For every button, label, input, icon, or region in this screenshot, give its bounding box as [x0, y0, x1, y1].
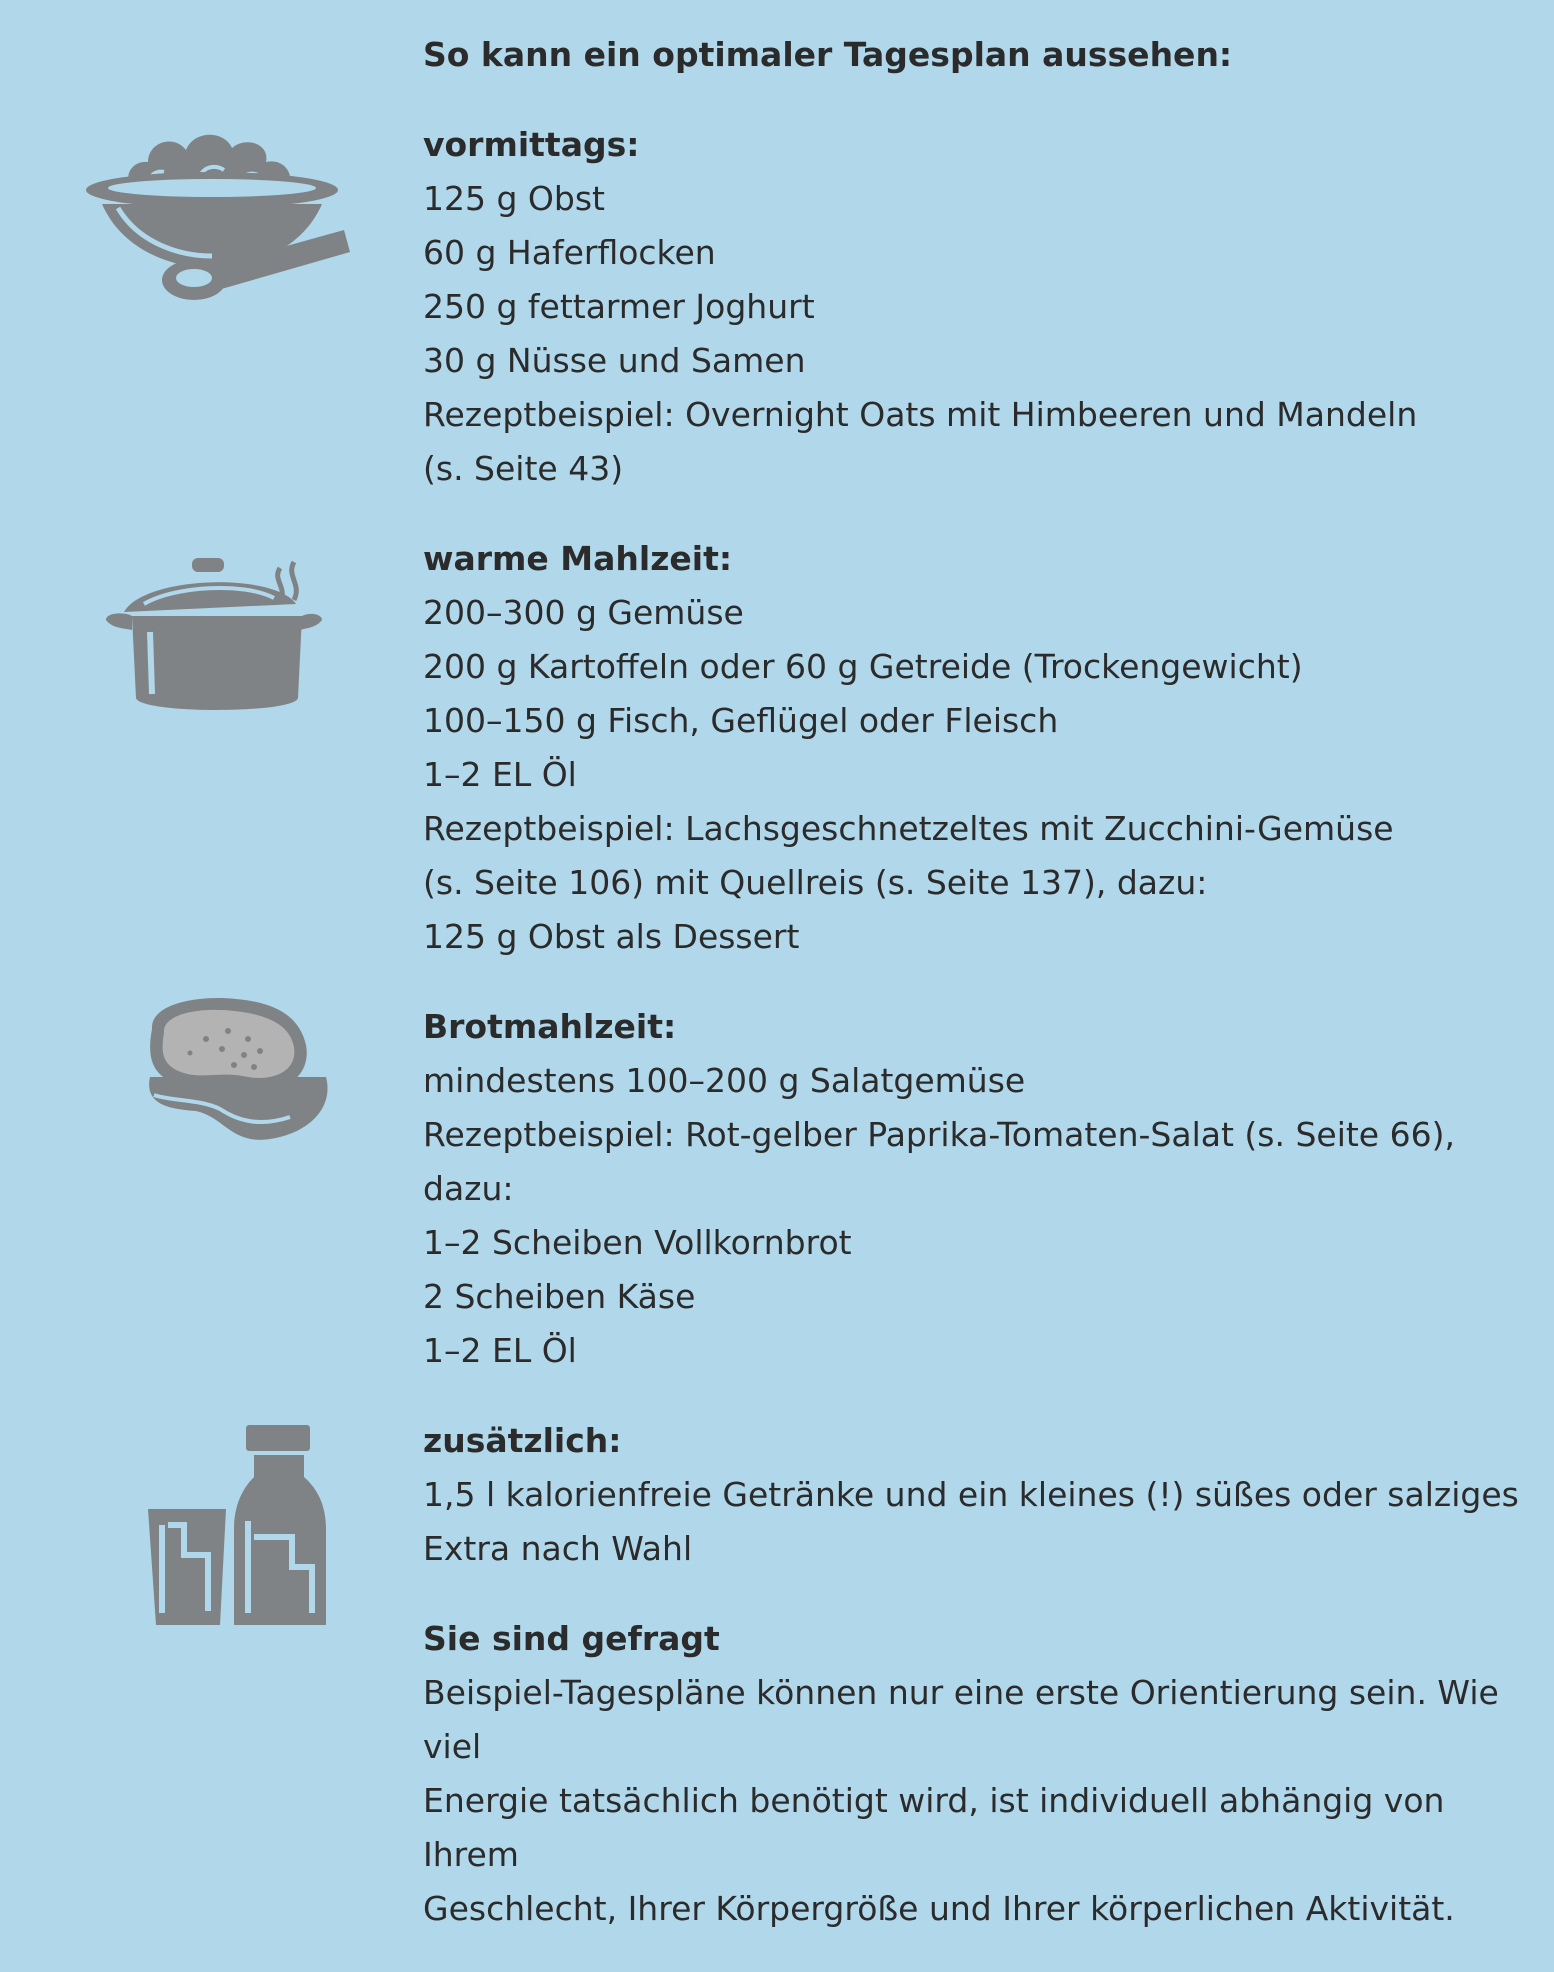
list-item: (s. Seite 106) mit Quellreis (s. Seite 137), dazu:: [423, 863, 1208, 902]
list-item: 1–2 Scheiben Vollkornbrot: [423, 1223, 852, 1262]
list-item: 60 g Haferflocken: [423, 233, 716, 272]
list-item: 1–2 EL Öl: [423, 755, 577, 794]
section-warme-mahlzeit: [423, 532, 1533, 964]
list-item: 125 g Obst: [423, 179, 605, 218]
list-item: Extra nach Wahl: [423, 1529, 693, 1568]
section-heading: warme Mahlzeit:: [423, 539, 733, 578]
list-item: 1–2 EL Öl: [423, 1331, 577, 1370]
list-item: (s. Seite 43): [423, 449, 624, 488]
page-title: So kann ein optimaler Tagesplan aussehen:: [423, 35, 1233, 74]
bread-slices-icon: [140, 995, 335, 1145]
section-heading: Brotmahlzeit:: [423, 1007, 677, 1046]
section-heading: Sie sind gefragt: [423, 1619, 720, 1658]
section-heading: zusätzlich:: [423, 1421, 622, 1460]
paragraph-line: Beispiel-Tagespläne können nur eine erste Orientierung sein. Wie viel: [423, 1673, 1499, 1766]
list-item: 250 g fettarmer Joghurt: [423, 287, 815, 326]
list-item: dazu:: [423, 1169, 514, 1208]
section-sie-sind-gefragt: [423, 1612, 1533, 1936]
list-item: Rezeptbeispiel: Rot-gelber Paprika-Tomaten-Salat (s. Seite 66),: [423, 1115, 1455, 1154]
list-item: 200–300 g Gemüse: [423, 593, 744, 632]
paragraph-line: Energie tatsächlich benötigt wird, ist individuell abhängig von Ihrem: [423, 1781, 1445, 1874]
list-item: mindestens 100–200 g Salatgemüse: [423, 1061, 1026, 1100]
list-item: 2 Scheiben Käse: [423, 1277, 696, 1316]
list-item: 1,5 l kalorienfreie Getränke und ein kleines (!) süßes oder salziges: [423, 1475, 1519, 1514]
glass-and-bottle-icon: [148, 1425, 328, 1630]
list-item: Rezeptbeispiel: Overnight Oats mit Himbeeren und Mandeln: [423, 395, 1418, 434]
list-item: 30 g Nüsse und Samen: [423, 341, 806, 380]
section-zusaetzlich: [423, 1414, 1533, 1576]
section-heading: vormittags:: [423, 125, 640, 164]
paragraph-line: Geschlecht, Ihrer Körpergröße und Ihrer körperlichen Aktivität.: [423, 1889, 1455, 1928]
bowl-with-spoon-icon: [82, 120, 357, 310]
section-vormittags: [423, 118, 1533, 496]
section-brotmahlzeit: [423, 1000, 1533, 1378]
cooking-pot-icon: [104, 558, 324, 718]
list-item: 125 g Obst als Dessert: [423, 917, 800, 956]
list-item: 100–150 g Fisch, Geflügel oder Fleisch: [423, 701, 1059, 740]
day-plan-text: [423, 28, 1533, 1972]
list-item: Rezeptbeispiel: Lachsgeschnetzeltes mit Zucchini-Gemüse: [423, 809, 1394, 848]
list-item: 200 g Kartoffeln oder 60 g Getreide (Trockengewicht): [423, 647, 1303, 686]
